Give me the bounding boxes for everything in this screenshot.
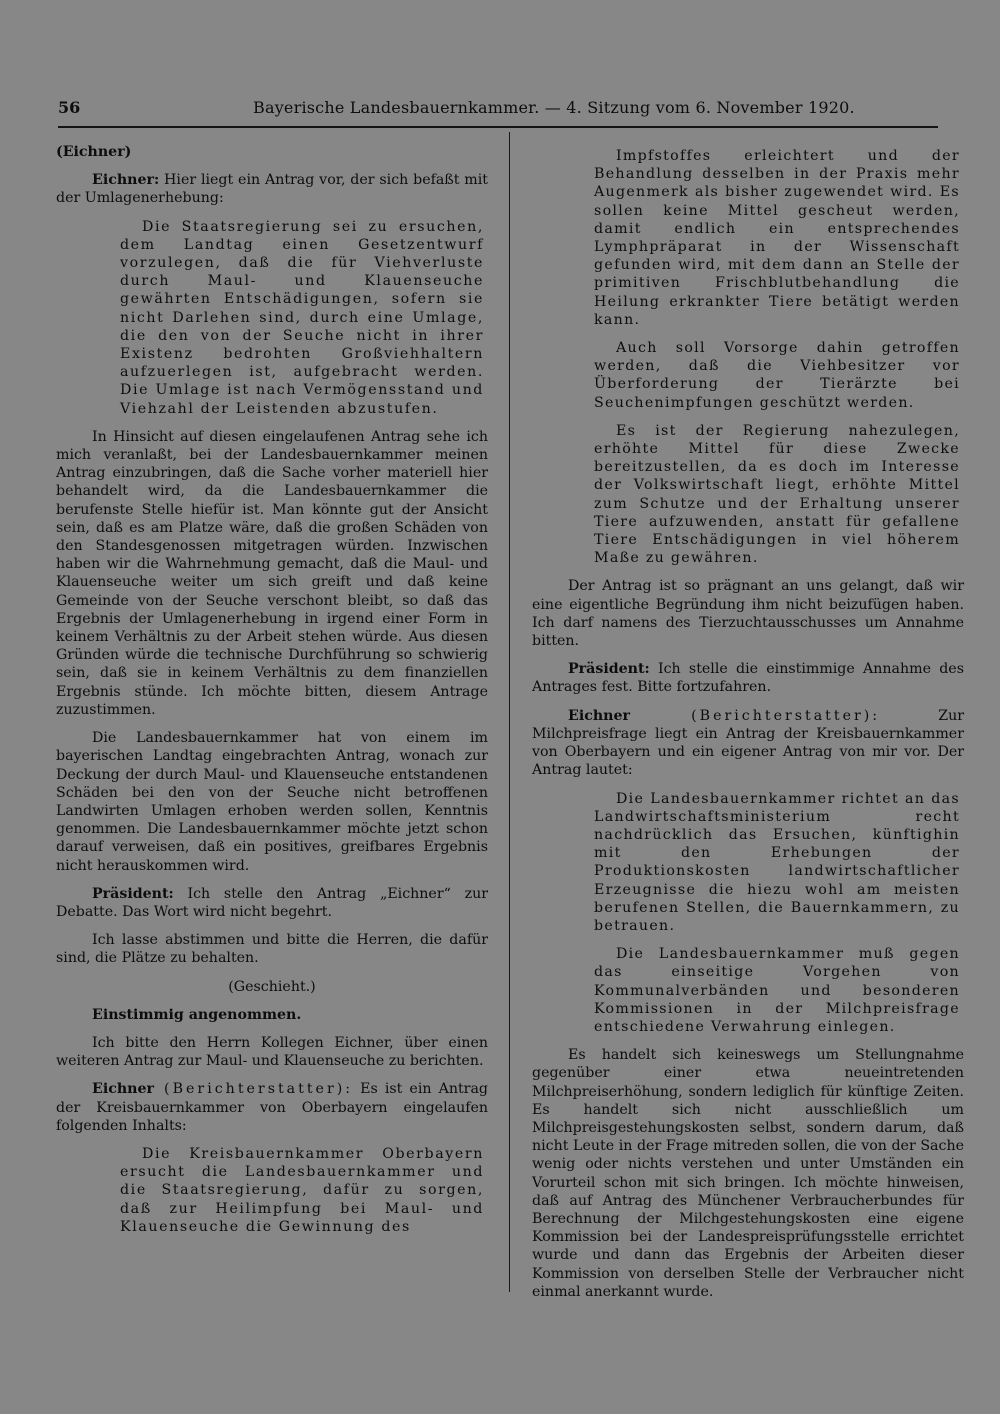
speaker-continuation: (Eichner) xyxy=(56,144,132,160)
running-title: Bayerische Landesbauernkammer. — 4. Sitzung vom 6. November 1920. xyxy=(253,98,855,117)
speaker-name: Präsident: xyxy=(92,885,174,902)
page-header xyxy=(58,98,938,122)
header-rule xyxy=(58,126,938,128)
speaker-name: Eichner xyxy=(568,707,630,724)
paragraph: Ich lasse abstimmen und bitte die Herren, die dafür sind, die Plätze zu behalten. xyxy=(56,932,488,967)
motion-quote: Die Landesbauernkammer muß gegen das einseitige Vorgehen von Kommunalverbänden und besonderen Kommissionen in der Milchpreisfrage entschiedene Verwahrung einlegen. xyxy=(594,946,960,1035)
motion-quote: Die Staatsregierung sei zu ersuchen, dem Landtag einen Gesetzentwurf vorzulegen, daß die für Viehverluste durch Maul- und Klauenseuche gewährten Entschädigungen, sofern sie nicht Darlehen sind, durch eine Umlage, die den von der Seuche nicht in ihrer Existenz bedrohten Großviehhaltern aufzuerlegen ist, aufgebracht werden. Die Umlage ist nach Vermögensstand und Viehzahl der Leistenden abzustufen. xyxy=(120,218,484,417)
paragraph: Der Antrag ist so prägnant an uns gelangt, daß wir eine eigentliche Begründung ihm nicht beizufügen haben. Ich darf namens des Tierzuchtausschusses um Annahme bitten. xyxy=(532,578,964,650)
motion-quote: Die Kreisbauernkammer Oberbayern ersucht die Landesbauernkammer und die Staatsregierung, dafür zu sorgen, daß zur Heilimpfung bei Maul- und Klauenseuche die Gewinnung des xyxy=(120,1145,484,1235)
speaker-name: Präsident: xyxy=(568,661,650,678)
motion-quote: Die Landesbauernkammer richtet an das Landwirtschaftsministerium recht nachdrücklich das Ersuchen, künftighin mit den Erhebungen der Produktionskosten landwirtschaftlicher Erzeugnisse die hiezu wohl am meisten berufenen Stellen, die Bauernkammern, zu betrauen. xyxy=(594,790,960,934)
paragraph: Es handelt sich keineswegs um Stellungnahme gegenüber einer etwa neueintretenden Milchpreiserhöhung, sondern lediglich für künftige Zeiten. Es handelt sich nicht ausschließlich um Milchpreisgestehungskosten selbst, sondern darum, daß nicht Leute in der Frage mitreden sollen, die von der Sache wenig oder nichts verstehen und unter Umständen ein Vorurteil schon mit sich bringen. Ich möchte hinweisen, daß auf Antrag des Münchener Verbraucherbundes für Berechnung der Milchgestehungskosten eine eigene Kommission bei der Landespreisprüfungsstelle errichtet wurde und dann das Ergebnis der Arbeiten dieser Kommission von derselben Stelle der Verbraucher nicht einmal anerkannt wurde. xyxy=(532,1047,964,1300)
paragraph: Präsident: Ich stelle die einstimmige Annahme des Antrages fest. Bitte fortzufahren. xyxy=(532,661,964,696)
speaker-name: Eichner xyxy=(92,1081,154,1098)
paragraph: Die Landesbauernkammer hat von einem im bayerischen Landtag eingebrachten Antrag, wonach zur Deckung der durch Maul- und Klauenseuche entstandenen Schäden bei den von der Seuche nicht betroffenen Landwirten Umlagen erhoben werden sollen, Kenntnis genommen. Die Landesbauernkammer möchte jetzt schon darauf verweisen, daß ein positives, greifbares Ergebnis nicht herauskommen wird. xyxy=(56,730,488,874)
left-column xyxy=(56,143,488,1246)
paragraph: Einstimmig angenommen. xyxy=(92,1006,302,1023)
motion-quote: Es ist der Regierung nahezulegen, erhöhte Mittel für diese Zwecke bereitzustellen, da es doch im Interesse der Volkswirtschaft liegt, erhöhte Mittel zum Schutze und der Erhaltung unserer Tiere aufzuwenden, anstatt für gefallene Tiere Entschädigungen in viel höherem Maße zu gewähren. xyxy=(594,422,960,567)
page-number: 56 xyxy=(58,98,81,117)
speaker-name: Eichner: xyxy=(92,172,160,189)
stage-direction: (Geschieht.) xyxy=(228,978,316,995)
paragraph: Eichner: Hier liegt ein Antrag vor, der sich befaßt mit der Umlagenerhebung: xyxy=(56,172,488,207)
motion-quote: Auch soll Vorsorge dahin getroffen werden, daß die Viehbesitzer vor Überforderung der Tierärzte bei Seuchenimpfungen geschützt werden. xyxy=(594,340,960,411)
motion-quote: Impfstoffes erleichtert und der Behandlung desselben in der Praxis mehr Augenmerk als bisher zugewendet wird. Es sollen keine Mittel gescheut werden, damit endlich ein entsprechendes Lymphpräparat in der Wissenschaft gefunden wird, mit dem dann an Stelle der primitiven Frischblutbehandlung die Heilung erkrankter Tiere betätigt werden kann. xyxy=(594,148,960,328)
right-column xyxy=(532,147,964,1311)
speaker-role: (Berichterstatter): xyxy=(629,707,881,724)
speaker-role: (Berichterstatter): xyxy=(153,1081,354,1098)
paragraph: Eichner (Berichterstatter): Zur Milchpreisfrage liegt ein Antrag der Kreisbauernkammer von Oberbayern und ein eigener Antrag von mir vor. Der Antrag lautet: xyxy=(532,707,964,779)
paragraph: In Hinsicht auf diesen eingelaufenen Antrag sehe ich mich veranlaßt, bei der Landesbauernkammer meinen Antrag einzubringen, daß die Sache vorher materiell hier behandelt wird, da die Landesbauernkammer die berufenste Stelle hiefür ist. Man könnte gut der Ansicht sein, daß es am Platze wäre, daß die großen Schäden von den Standesgenossen mitgetragen würden. Inzwischen haben wir die Wahrnehmung gemacht, daß die Maul- und Klauenseuche weiter um sich greift und daß keine Gemeinde von der Seuche verschont bleibt, so daß das Ergebnis der Umlagenerhebung in irgend einer Form in keinem Verhältnis zu der Arbeit stehen würde. Aus diesen Gründen würde die technische Durchführung so schwierig sein, daß sie in keinem Verhältnis zu dem finanziellen Ergebnis stünde. Ich möchte bitten, diesem Antrage zuzustimmen. xyxy=(56,428,488,718)
paragraph: Eichner (Berichterstatter): Es ist ein Antrag der Kreisbauernkammer von Oberbayern eingelaufen folgenden Inhalts: xyxy=(56,1081,488,1134)
paragraph: Ich bitte den Herrn Kollegen Eichner, über einen weiteren Antrag zur Maul- und Klauenseuche zu berichten. xyxy=(56,1034,488,1070)
paragraph: Präsident: Ich stelle den Antrag „Eichner“ zur Debatte. Das Wort wird nicht begehrt. xyxy=(56,885,488,920)
column-divider xyxy=(509,132,510,1292)
